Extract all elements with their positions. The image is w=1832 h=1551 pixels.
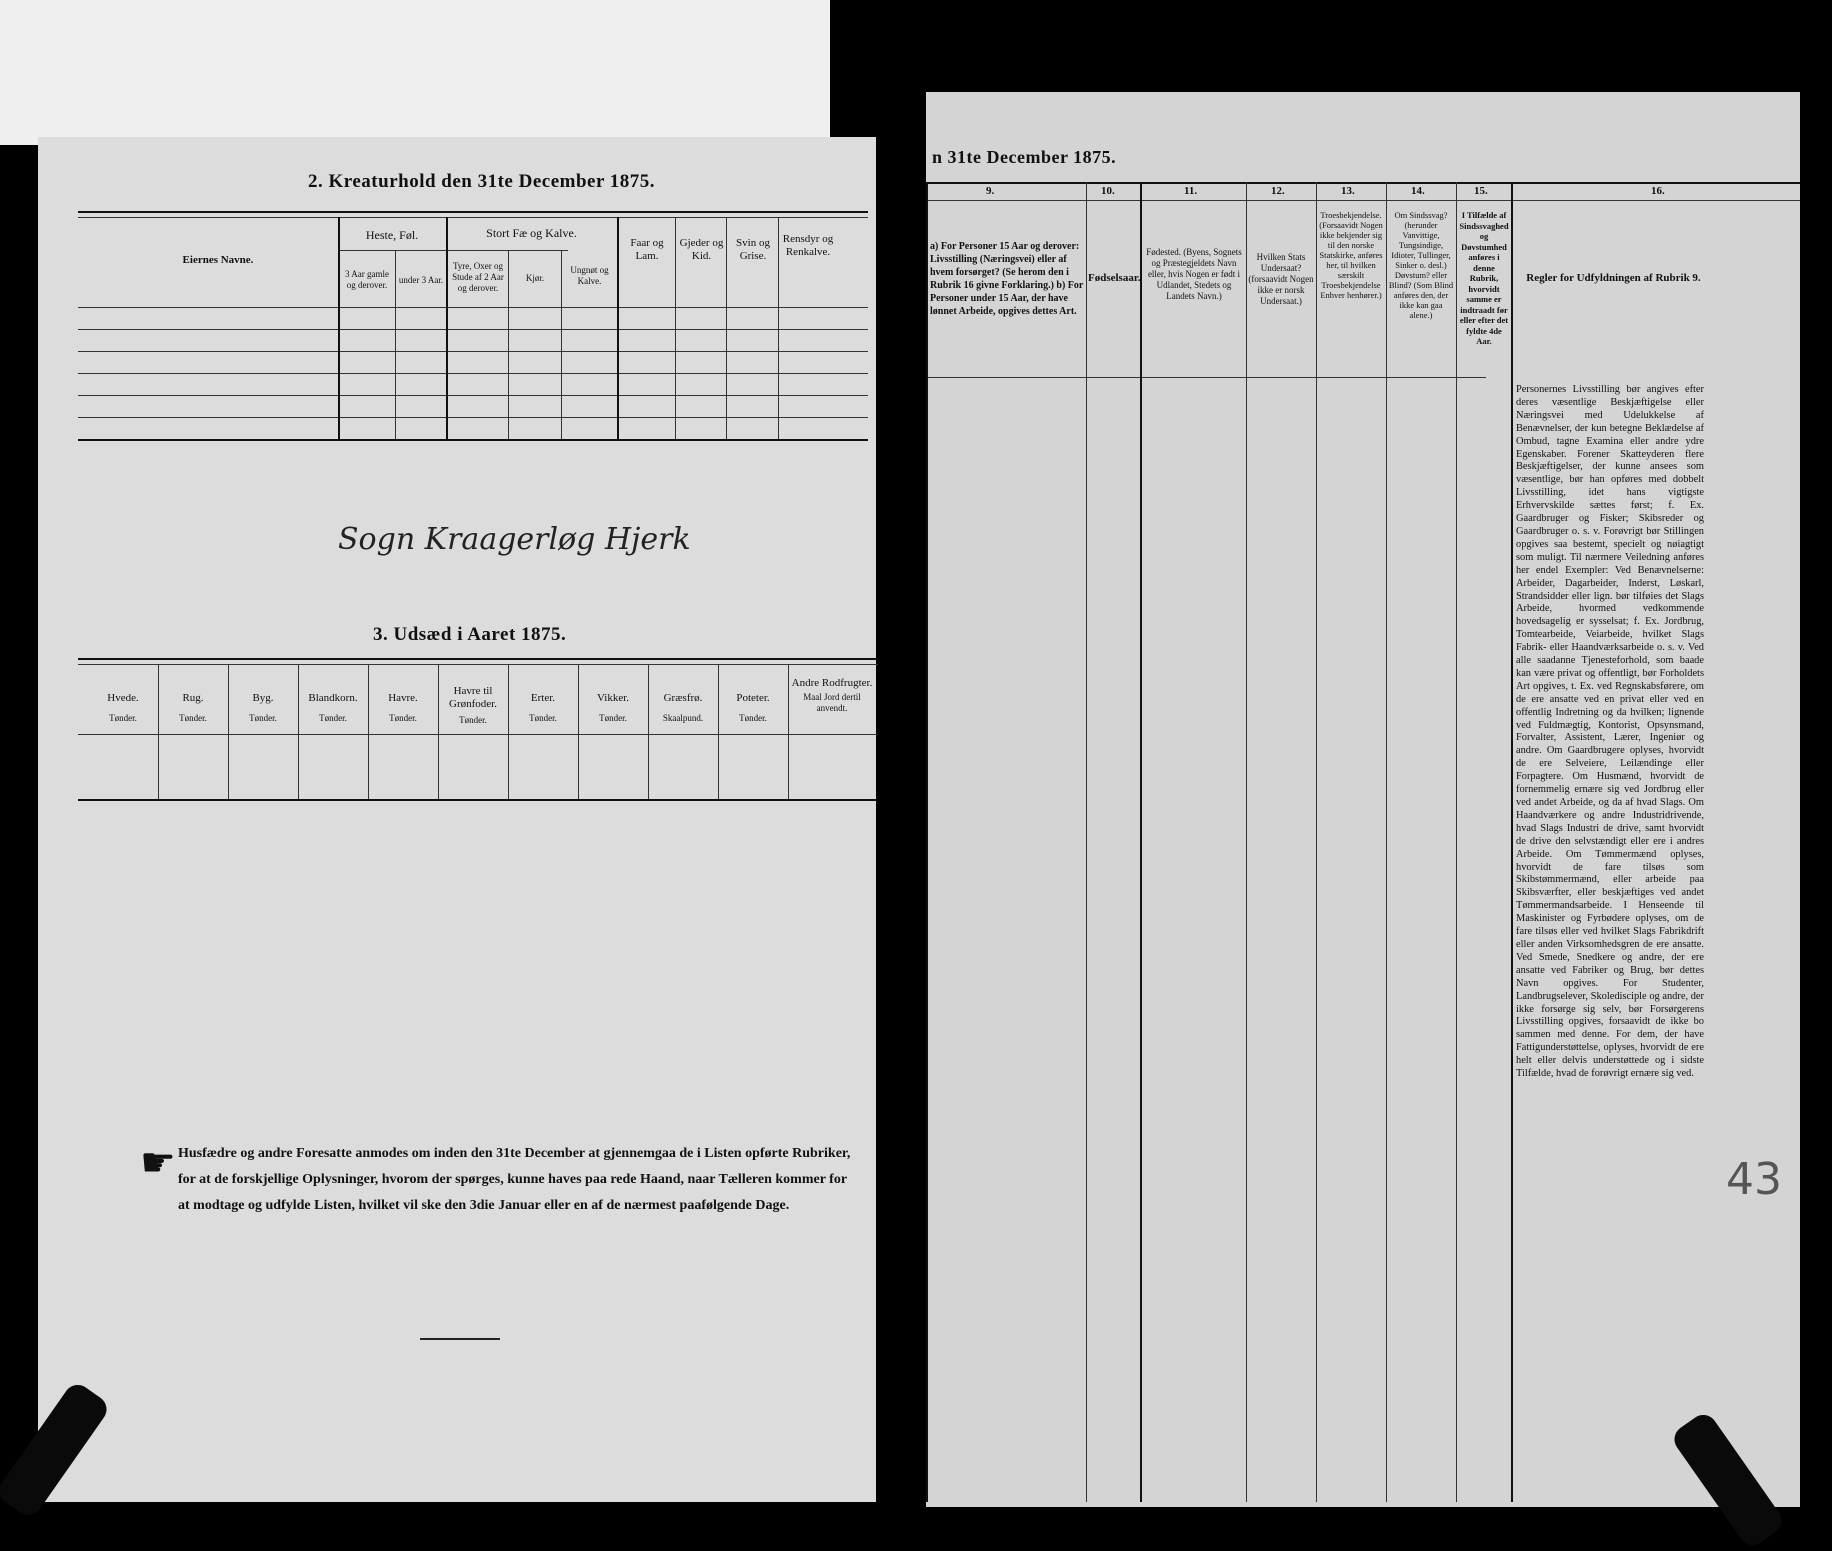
seed-unit: Tønder.: [319, 713, 347, 723]
col-divider: [508, 664, 509, 799]
seed-header-cell: [298, 692, 368, 724]
col-divider: [508, 250, 509, 439]
col-divider: [1316, 182, 1317, 1502]
occupation-header: a) For Personer 15 Aar og derover: Livsstilling (Næringsvei) eller af hvem forsørget? (Se herom den i Rubrik 16 givne Forklaring.) b) For Personer under 15 Aar, der have lønnet Arbeide, opgives dettes Art.: [930, 241, 1084, 317]
col-divider: [158, 664, 159, 799]
pigs-header: Svin og Grise.: [736, 237, 770, 262]
notice-text: Husfædre og andre Foresatte anmodes om inden den 31te December at gjennemgaa de i Listen opførte Rubriker, for at de forskjellige Oplysninger, hvorom der spørges, kunne haves paa rede Haand, naar Tælleren kommer for at modtage og udfylde Listen, hvilket vil ske den 3die Januar eller en af de nærmest paafølgende Dage.: [178, 1146, 851, 1213]
top-paper-strip: [0, 0, 830, 145]
col-divider: [446, 217, 448, 439]
seed-header-cell: [718, 692, 788, 724]
seed-table-top-rule-2: [78, 664, 878, 665]
instructions-text: Personernes Livsstilling bør angives efter deres væsentlige Beskjæftigelse eller Næringsvei med Udelukkelse af Benævnelser, der kun betegne Beklædelse af Ombud, tagne Examina eller andre ydre Egenskaber. Forener Skatteyderen flere Beskjæftigelser, der kunne ansees som væsentlige, bør han opføres med dobbelt Livsstilling, idet hans vigtigste Erhvervskilde sættes først; f. Ex. Gaardbruger og Fisker; Skibsreder og Gaardbruger o. s. v. Forøvrigt bør Stillingen opgives saa bestemt, specielt og nøiagtigt som muligt. Til nærmere Veiledning anføres her endel Exempler: Ved Benævnelserne: Arbeider, Dagarbeider, Inderst, Løskarl, Strandsidder eller lign. bør tilføies det Slags Arbeide, hvormed vedkommende hovedsagelig er sysselsat; f. Ex. Jordbrug, Tomtearbeide, Veiarbeide, hvilket Slags Fabrik- eller Haandværksarbeide o. s. v. Ved alle saadanne Tjenesteforhold, som baade kan være privat og offentligt, bør Forholdets Art opgives, t. Ex. ved Regnskabsførere, om de ere ansatte ved en privat eller ved en offentlig Indretning og da hvilken; lignende ved Fuldmægtig, Kontorist, Opsynsmand, Forvalter, Assistent, Lærer, Ingeniør og andre. Om Gaardbrugere oplyses, hvorvidt de ere Selveiere, Leilændinge eller Forpagtere. Om Husmænd, hvorvidt de fornemmelig ernære sig ved Jordbrug eller ved andet Arbeide, og da af hvad Slags. Om Haandværkere og andre Industridrivende, hvad Slags Industri de drive, samt hvorvidt de drive den selvstændigt eller ere i andres Arbeide. Om Tømmermænd oplyses, hvorvidt de fare tilsøs som Skibstømmermænd, eller arbeide paa Skibsværfter, eller beskjæftiges ved andet Tømmermandsarbeide. I Henseende til Maskinister og Fyrbødere oplyses, om de fare tilsøs eller ved hvilket Slags Fabrikdrift eller anden Virksomhedsgren de ere ansatte. Ved Smede, Snedkere og andre, der ere ansatte ved Fabriker og Brug, bør dettes Navn opgives. For Studenter, Landbrugselever, Skoledisciple og andre, der ikke forsørge sig selv, bør Forsørgerens Livsstilling opgives, forsaavidt de ikke bo sammen med denne. For dem, der have Fattigunderstøttelse, oplyses, hvorvidt de ere helt eller delvis understøttede og i sidste Tilfælde, hvad de forøvrigt ernære sig ved.: [1516, 384, 1704, 1080]
column-number: 11.: [1184, 185, 1198, 197]
livestock-row-rule: [78, 329, 868, 330]
column-number: 9.: [986, 185, 995, 197]
col-divider: [1386, 182, 1387, 1502]
horses-under3-header: under 3 Aar.: [398, 275, 444, 285]
livestock-table-bottom-rule: [78, 439, 868, 441]
seed-unit: Tønder.: [109, 713, 137, 723]
right-page: [926, 92, 1800, 1507]
pointing-hand-icon: ☛: [140, 1140, 176, 1185]
seed-label: Havre.: [388, 692, 418, 704]
seed-unit: Tønder.: [249, 713, 277, 723]
seed-unit: Tønder.: [529, 713, 557, 723]
seed-unit: Tønder.: [389, 713, 417, 723]
left-page: [38, 137, 876, 1502]
religion-header: Troesbekjendelse. (Forsaavidt Nogen ikke bekjender sig til den norske Statskirke, anføres her, til hvilken særskilt Troesbekjendelse Enhver henhører.): [1319, 210, 1383, 300]
seed-header-cell: [228, 692, 298, 724]
seed-header-cell: [438, 685, 508, 726]
seed-label: Blandkorn.: [308, 692, 358, 704]
horses-group-header: Heste, Føl.: [365, 228, 419, 242]
seed-label: Hvede.: [107, 692, 139, 704]
seed-header-cell: [578, 692, 648, 724]
cows-header: Kjør.: [525, 273, 545, 283]
seed-label: Byg.: [252, 692, 274, 704]
short-rule: [420, 1338, 500, 1340]
seed-header-cell: [508, 692, 578, 724]
livestock-table-top-rule-2: [78, 217, 868, 218]
seed-label: Vikker.: [596, 692, 630, 704]
seed-header-rule: [78, 734, 878, 735]
col-divider: [726, 217, 727, 439]
col-divider: [338, 217, 340, 439]
seed-header-cell: [368, 692, 438, 724]
col-divider: [1511, 182, 1513, 1502]
column-number: 13.: [1341, 185, 1355, 197]
col-divider: [298, 664, 299, 799]
handwritten-signature: Sogn Kraagerløg Hjerk: [338, 522, 691, 557]
citizenship-header: Hvilken Stats Undersaat? (forsaavidt Nogen ikke er norsk Undersaat.): [1248, 252, 1314, 306]
birth-year-header: Fødselsaar.: [1088, 272, 1141, 284]
col-divider: [788, 664, 789, 799]
column-number: 14.: [1411, 185, 1425, 197]
livestock-row-rule: [78, 373, 868, 374]
livestock-row-rule: [78, 395, 868, 396]
col-divider: [648, 664, 649, 799]
owner-column-header: Eiernes Navne.: [182, 254, 254, 266]
col-divider: [778, 217, 779, 439]
column-number: 15.: [1474, 185, 1488, 197]
column-number: 10.: [1101, 185, 1115, 197]
cattle-group-header: Stort Fæ og Kalve.: [486, 226, 577, 240]
seed-header-cell: [790, 677, 874, 714]
column-number-rule: [926, 200, 1800, 201]
rules-header: Regler for Udfyldningen af Rubrik 9.: [1526, 272, 1701, 284]
seed-label: Havre til Grønfoder.: [449, 685, 497, 710]
seed-label: Erter.: [530, 692, 556, 704]
seed-label: Rug.: [182, 692, 204, 704]
col-divider: [1456, 182, 1457, 1502]
col-divider: [578, 664, 579, 799]
livestock-table-top-rule: [78, 211, 868, 213]
seed-table-top-rule: [78, 658, 878, 660]
seed-label: Græsfrø.: [663, 692, 703, 704]
col-divider: [675, 217, 676, 439]
col-divider: [228, 664, 229, 799]
seed-label: Andre Rodfrugter.: [791, 677, 873, 689]
livestock-row-rule: [78, 417, 868, 418]
seed-label: Poteter.: [736, 692, 770, 704]
seed-header-cell: [158, 692, 228, 724]
bulls-oxen-header: Tyre, Oxer og Stude af 2 Aar og derover.: [452, 261, 504, 293]
col-divider: [1246, 182, 1247, 1502]
sheep-header: Faar og Lam.: [630, 237, 664, 262]
seed-unit: Tønder.: [459, 715, 487, 725]
livestock-title: 2. Kreaturhold den 31te December 1875.: [308, 171, 656, 192]
seed-unit: Tønder.: [179, 713, 207, 723]
col-divider: [368, 664, 369, 799]
seed-unit: Tønder.: [599, 713, 627, 723]
seed-title: 3. Udsæd i Aaret 1875.: [373, 624, 567, 645]
disability-onset-header: I Tilfælde af Sindssvaghed og Døvstumhed anføres i denne Rubrik, hvorvidt samme er indtraadt før eller efter det fyldte 4de Aar.: [1459, 210, 1509, 346]
seed-table-bottom-rule: [78, 799, 878, 801]
right-page-title: n 31te December 1875.: [932, 147, 1117, 167]
col-divider: [1086, 182, 1087, 1502]
livestock-header-rule: [78, 307, 868, 308]
birthplace-header: Fødested. (Byens, Sognets og Præstegjeldets Navn eller, hvis Nogen er født i Udlandet, Stedets og Landets Navn.): [1146, 247, 1242, 301]
col-divider: [718, 664, 719, 799]
seed-header-cell: [88, 692, 158, 724]
column-number: 12.: [1271, 185, 1285, 197]
horses-3yr-header: 3 Aar gamle og derover.: [345, 269, 389, 290]
col-divider: [926, 182, 928, 1502]
seed-unit: Skaalpund.: [662, 713, 704, 723]
livestock-group-rule: [338, 250, 568, 251]
page-number: 43: [1726, 1154, 1782, 1205]
young-cattle-header: Ungnøt og Kalve.: [570, 265, 609, 286]
seed-unit: Tønder.: [739, 713, 767, 723]
right-header-rule: [926, 377, 1486, 378]
disability-header: Om Sindssvag? (herunder Vanvittige, Tungsindige, Idioter, Tullinger, Sinker o. desl.) Døvstum? eller Blind? (Som Blind anføres den, der ikke kan gaa alene.): [1388, 210, 1454, 320]
seed-unit: Maal Jord dertil anvendt.: [803, 692, 861, 713]
column-number: 16.: [1651, 185, 1665, 197]
seed-header-cell: [648, 692, 718, 724]
goats-header: Gjeder og Kid.: [679, 237, 724, 262]
col-divider: [1140, 182, 1142, 1502]
reindeer-header: Rensdyr og Renkalve.: [782, 233, 834, 258]
livestock-row-rule: [78, 351, 868, 352]
right-table-top-rule: [926, 182, 1800, 184]
